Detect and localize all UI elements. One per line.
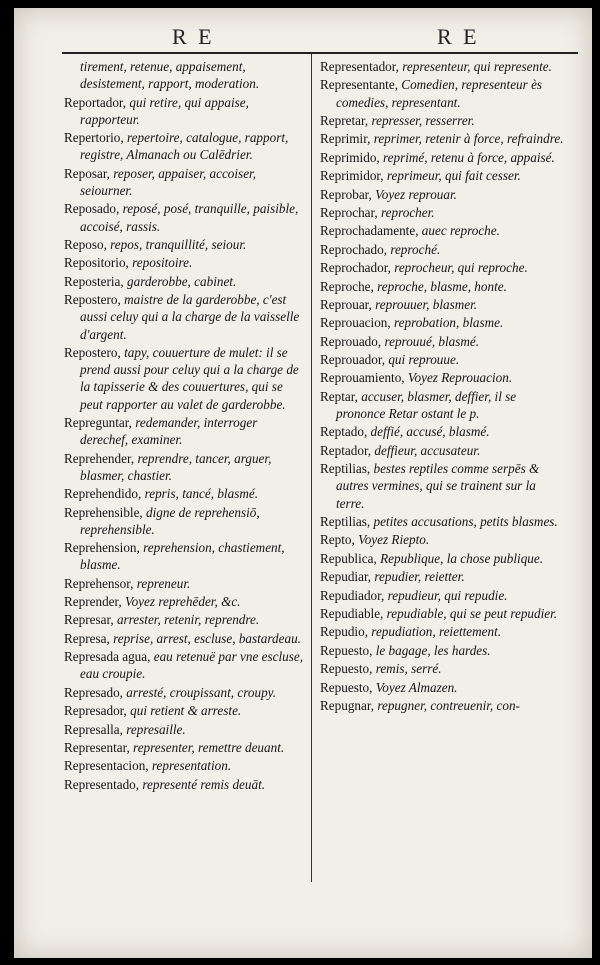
entry-definition: reprocher. [381, 204, 435, 220]
entry-definition: Republique, la chose publique. [380, 550, 544, 566]
entry-headword: Reprouador, [320, 352, 386, 368]
dictionary-page [14, 8, 592, 958]
dictionary-entry [64, 702, 304, 719]
entry-headword: Reprehensor, [64, 575, 134, 591]
dictionary-entry [320, 531, 566, 548]
entry-headword: Repto, [320, 532, 355, 548]
entry-definition: Voyez reprehēder, &c. [125, 594, 241, 610]
entry-headword: Repudiar, [320, 569, 372, 585]
entry-headword: Representacion, [64, 758, 149, 774]
entry-definition: repudieur, qui repudie. [387, 587, 508, 603]
entry-headword: Represa, [64, 630, 110, 646]
entry-headword: Reptilias, [320, 461, 371, 477]
entry-definition: reprimeur, qui fait cesser. [386, 168, 521, 184]
dictionary-entry [64, 757, 304, 774]
entry-headword: Reprouado, [320, 333, 382, 349]
dictionary-entry [64, 291, 304, 343]
entry-definition: accuser, blasmer, deffier, il se prononce Retar ostant le p. [336, 388, 517, 422]
entry-definition: represaille. [126, 721, 186, 737]
dictionary-entry [320, 550, 566, 567]
dictionary-entry [64, 254, 304, 271]
running-head-right: R E [437, 24, 480, 49]
right-column [320, 58, 566, 715]
entry-headword: Reptilias, [320, 514, 371, 530]
entry-definition: represser, resserrer. [371, 112, 475, 128]
dictionary-entry [64, 611, 304, 628]
entry-definition: reprimé, retenu à force, appaisé. [383, 149, 555, 165]
dictionary-entry [64, 165, 304, 199]
running-header [62, 22, 578, 54]
entry-definition: representation. [151, 758, 232, 774]
dictionary-entry [64, 776, 304, 793]
entry-definition: deffié, accusé, blasmé. [370, 424, 490, 440]
entry-headword: Reprochar, [320, 204, 378, 220]
entry-definition: reposé, posé, tranquille, paisible, accoisé, rassis. [80, 201, 299, 234]
dictionary-entry [320, 660, 566, 677]
dictionary-entry [64, 630, 304, 647]
entry-definition: redemander, interroger derechef, examiner. [80, 414, 258, 448]
dictionary-entry [320, 351, 566, 368]
entry-definition: qui retire, qui appaise, rapporteur. [80, 94, 249, 127]
entry-headword: Repostero, [64, 344, 121, 360]
entry-definition: repos, tranquillité, seiour. [110, 236, 247, 252]
entry-headword: Repuesto, [320, 642, 373, 658]
entry-definition: reprocheur, qui reproche. [394, 260, 528, 276]
entry-definition: arresté, croupissant, croupy. [126, 684, 277, 700]
dictionary-entry [320, 679, 566, 696]
dictionary-entry [64, 575, 304, 592]
dictionary-entry [320, 130, 566, 147]
column-divider [311, 54, 312, 882]
entry-headword: Republica, [320, 550, 377, 566]
dictionary-entry [320, 58, 566, 75]
entry-definition: representé remis deuāt. [142, 776, 266, 792]
dictionary-entry [64, 58, 304, 92]
entry-headword: Reptar, [320, 388, 358, 404]
dictionary-entry [64, 648, 304, 682]
dictionary-entry [320, 278, 566, 295]
entry-definition: repris, tancé, blasmé. [144, 486, 258, 502]
entry-definition: repudiation, reiettement. [371, 624, 502, 640]
dictionary-entry [320, 333, 566, 350]
dictionary-entry [320, 296, 566, 313]
entry-definition: eau retenuë par vne escluse, eau croupie. [80, 649, 303, 682]
entry-headword: Representado, [64, 776, 140, 792]
entry-headword: Repositorio, [64, 255, 129, 271]
dictionary-entry [320, 112, 566, 129]
entry-definition: representeur, qui represente. [402, 59, 552, 74]
left-column [64, 58, 304, 794]
running-head-left: R E [172, 24, 215, 49]
entry-headword: Reprobar, [320, 186, 372, 202]
entry-definition: deffieur, accusateur. [374, 442, 481, 458]
entry-definition: tirement, retenue, appaisement, desistement, rapport, moderation. [80, 59, 260, 92]
dictionary-entry [320, 167, 566, 184]
entry-headword: Reprender, [64, 594, 122, 610]
entry-headword: Represalla, [64, 721, 123, 737]
entry-headword: Reprouar, [320, 296, 372, 312]
dictionary-entry [320, 241, 566, 258]
dictionary-entry [64, 485, 304, 502]
dictionary-entry [64, 593, 304, 610]
entry-definition: Voyez Reprouacion. [407, 370, 513, 386]
entry-definition: bestes reptiles comme serpēs & autres vermines, qui se trainent sur la terre. [336, 461, 540, 511]
entry-headword: Repuesto, [320, 661, 373, 677]
dictionary-entry [320, 587, 566, 604]
entry-definition: auec reproche. [421, 223, 500, 239]
dictionary-entry [320, 605, 566, 622]
entry-headword: Represador, [64, 703, 127, 719]
entry-headword: Reprehender, [64, 450, 135, 466]
entry-definition: reprouué, blasmé. [384, 333, 480, 349]
entry-headword: Repuesto, [320, 679, 373, 695]
entry-definition: reproche, blasme, honte. [377, 278, 507, 294]
entry-definition: repositoire. [132, 255, 193, 271]
entry-definition: reprobation, blasme. [393, 315, 504, 331]
entry-headword: Represada agua, [64, 649, 151, 665]
entry-headword: Reprochadamente, [320, 223, 419, 239]
entry-definition: Voyez Almazen. [375, 679, 458, 695]
entry-headword: Reprouacion, [320, 315, 391, 331]
entry-definition: reprimer, retenir à force, refraindre. [373, 131, 564, 147]
entry-headword: Reptado, [320, 424, 368, 440]
dictionary-entry [320, 697, 566, 714]
entry-headword: Repertorio, [64, 130, 124, 146]
entry-definition: maistre de la garderobbe, c'est aussi celuy qui a la charge de la vaisselle d'argent. [80, 292, 300, 342]
entry-headword: Repudio, [320, 624, 368, 640]
entry-definition: repugner, contreuenir, con- [377, 697, 520, 713]
dictionary-entry [64, 721, 304, 738]
entry-definition: arrester, retenir, reprendre. [116, 612, 260, 628]
entry-headword: Reprehensible, [64, 504, 143, 520]
dictionary-entry [320, 314, 566, 331]
dictionary-entry [320, 513, 566, 530]
entry-headword: Representante, [320, 77, 398, 93]
entry-headword: Reprehendido, [64, 486, 142, 502]
entry-headword: Reprimir, [320, 131, 371, 147]
dictionary-entry [64, 450, 304, 484]
entry-headword: Reposo, [64, 236, 107, 252]
entry-definition: garderobbe, cabinet. [127, 273, 237, 289]
dictionary-entry [64, 684, 304, 701]
entry-headword: Repudiable, [320, 605, 384, 621]
entry-headword: Reprimido, [320, 149, 380, 165]
entry-definition: repreneur. [136, 575, 191, 591]
dictionary-entry [320, 442, 566, 459]
entry-headword: Reposado, [64, 201, 120, 217]
dictionary-entry [320, 259, 566, 276]
entry-definition: representer, remettre deuant. [133, 740, 285, 756]
dictionary-entry [320, 568, 566, 585]
entry-headword: Repretar, [320, 112, 369, 128]
entry-definition: repudier, reietter. [374, 569, 465, 585]
entry-headword: Repreguntar, [64, 414, 132, 430]
entry-definition: reproché. [390, 241, 441, 257]
entry-definition: reprehension, chastiement, blasme. [80, 540, 285, 573]
entry-headword: Repudiador, [320, 587, 385, 603]
dictionary-entry [64, 504, 304, 538]
dictionary-entry [64, 129, 304, 163]
entry-headword: Represado, [64, 684, 123, 700]
dictionary-entry [320, 222, 566, 239]
entry-headword: Reposteria, [64, 273, 124, 289]
dictionary-entry [320, 76, 566, 110]
entry-definition: qui retient & arreste. [130, 703, 242, 719]
dictionary-entry [64, 94, 304, 128]
dictionary-entry [320, 149, 566, 166]
entry-headword: Reptador, [320, 442, 372, 458]
dictionary-entry [320, 423, 566, 440]
dictionary-entry [320, 186, 566, 203]
dictionary-entry [64, 414, 304, 448]
entry-headword: Reproche, [320, 278, 374, 294]
dictionary-entry [320, 204, 566, 221]
dictionary-entry [320, 369, 566, 386]
dictionary-entry [64, 273, 304, 290]
dictionary-entry [64, 236, 304, 253]
entry-definition: petites accusations, petits blasmes. [373, 514, 558, 530]
entry-definition: reposer, appaiser, accoiser, seiourner. [80, 165, 257, 198]
entry-definition: digne de reprehensiō, reprehensible. [80, 504, 260, 537]
entry-definition: le bagage, les hardes. [375, 642, 491, 658]
dictionary-entry [320, 388, 566, 422]
entry-headword: Represar, [64, 612, 114, 628]
dictionary-entry [64, 539, 304, 573]
dictionary-entry [320, 460, 566, 512]
entry-headword: Reprimidor, [320, 168, 384, 184]
entry-definition: Voyez reprouar. [375, 186, 457, 202]
dictionary-entry [64, 739, 304, 756]
entry-definition: remis, serré. [375, 661, 442, 677]
entry-headword: Reprehension, [64, 540, 140, 556]
dictionary-entry [320, 642, 566, 659]
dictionary-entry [64, 344, 304, 413]
entry-headword: Reposar, [64, 165, 110, 181]
entry-headword: Representar, [64, 740, 130, 756]
entry-definition: reprendre, tancer, arguer, blasmer, chastier. [80, 450, 272, 483]
entry-headword: Repugnar, [320, 697, 375, 713]
entry-definition: reprise, arrest, escluse, bastardeau. [113, 630, 301, 646]
entry-headword: Representador, [320, 59, 399, 74]
entry-headword: Reprouamiento, [320, 370, 405, 386]
entry-definition: reprouuer, blasmer. [375, 296, 478, 312]
entry-definition: Voyez Riepto. [358, 532, 430, 548]
entry-definition: qui reprouue. [388, 352, 460, 368]
dictionary-entry [64, 200, 304, 234]
entry-headword: Reportador, [64, 94, 127, 110]
dictionary-entry [320, 623, 566, 640]
entry-definition: tapy, couuerture de mulet: il se prend aussi pour celuy qui a la charge de la tapisserie & des couuertures, qui se peut rapporter au valet de garderobbe. [80, 344, 299, 412]
entry-definition: repertoire, catalogue, rapport, registre, Almanach ou Calēdrier. [80, 130, 289, 163]
entry-definition: repudiable, qui se peut repudier. [386, 605, 558, 621]
entry-headword: Repostero, [64, 292, 121, 308]
entry-headword: Reprochado, [320, 241, 388, 257]
entry-headword: Reprochador, [320, 260, 391, 276]
entry-definition: Comedien, representeur ès comedies, representant. [336, 77, 543, 110]
